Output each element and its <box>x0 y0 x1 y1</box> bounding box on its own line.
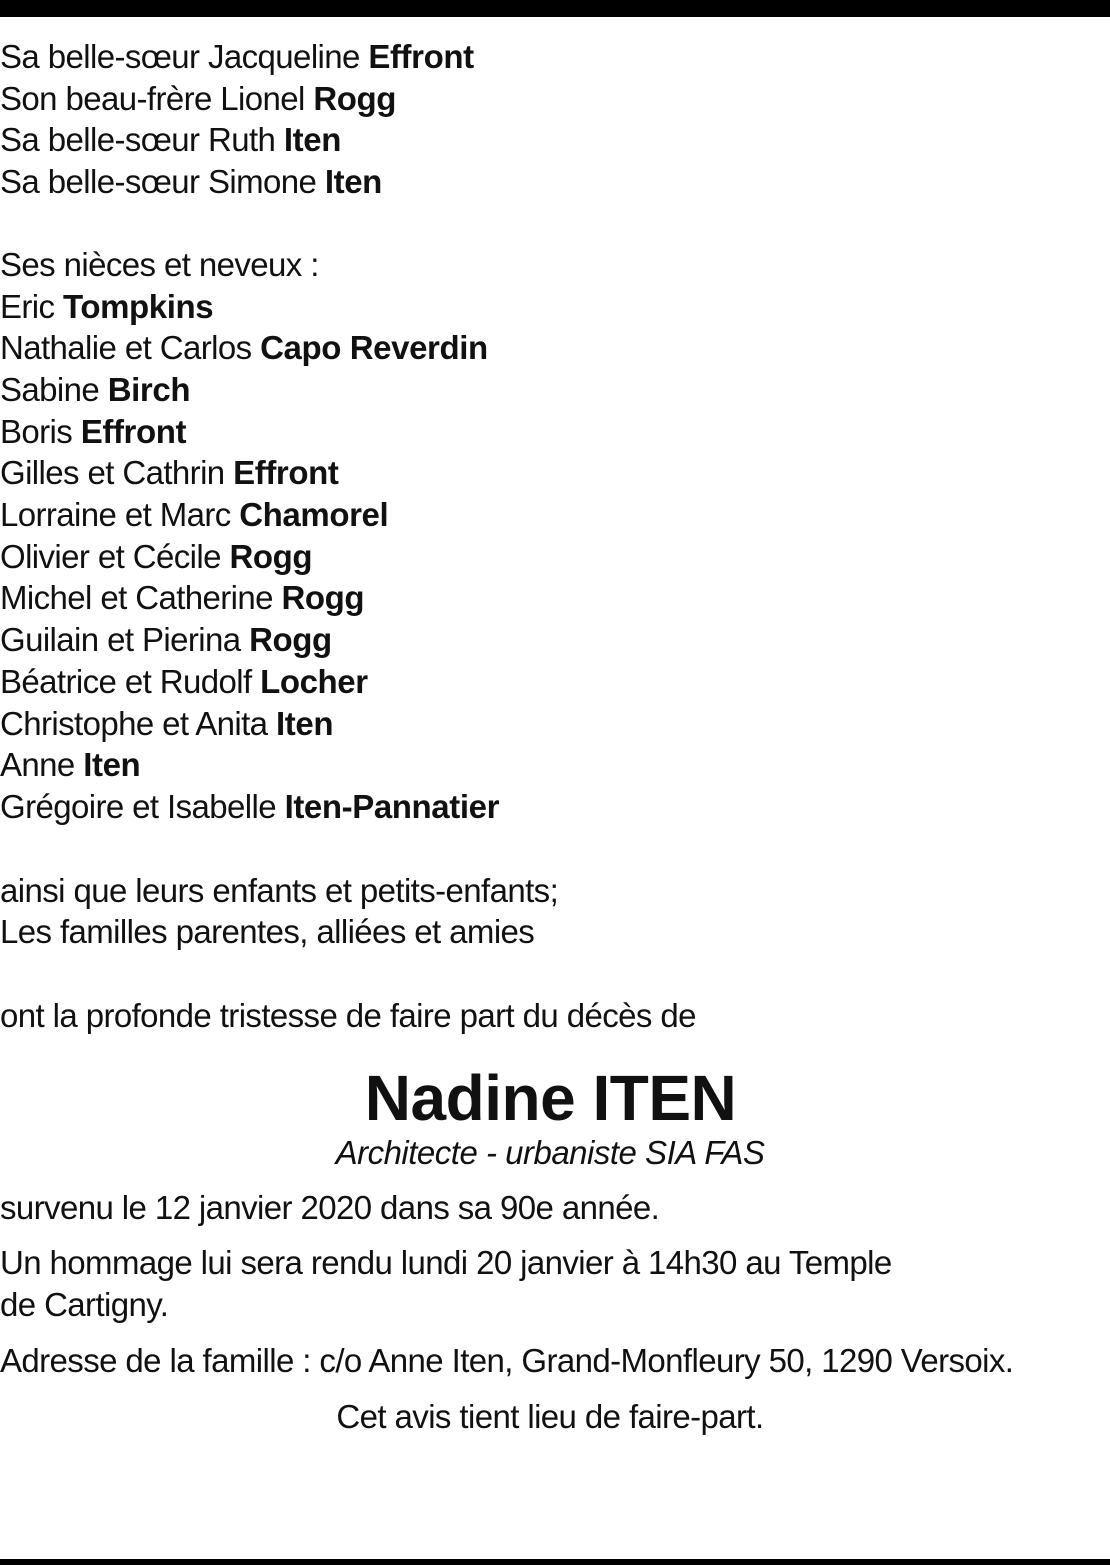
relative-line: Guilain et Pierina Rogg <box>0 621 332 659</box>
deceased-name: Nadine ITEN <box>364 1061 737 1134</box>
relative-line: Sabine Birch <box>0 370 191 408</box>
ceremony-line: de Cartigny. <box>0 1286 169 1324</box>
relative-line: Eric Tompkins <box>0 287 214 325</box>
relative-line: Christophe et Anita Iten <box>0 704 334 742</box>
ceremony-line: Un hommage lui sera rendu lundi 20 janvier à 14h30 au Temple <box>0 1244 892 1282</box>
nieces-nephews-heading: Ses nièces et neveux : <box>0 245 319 283</box>
deceased-profession: Architecte - urbaniste SIA FAS <box>335 1133 765 1171</box>
relative-line: Nathalie et Carlos Capo Reverdin <box>0 329 488 367</box>
relative-line: Sa belle-sœur Jacqueline Effront <box>0 38 474 75</box>
relative-line: Gilles et Cathrin Effront <box>0 454 339 492</box>
bottom-rule <box>0 1559 1110 1565</box>
relative-line: Son beau-frère Lionel Rogg <box>0 79 397 117</box>
closing-family-line: ainsi que leurs enfants et petits-enfants; <box>0 871 559 909</box>
relative-line: Anne Iten <box>0 746 141 784</box>
closing-family-line: Les familles parentes, alliées et amies <box>0 913 535 951</box>
footer-note: Cet avis tient lieu de faire-part. <box>336 1397 764 1435</box>
announcement-text: ont la profonde tristesse de faire part du décès de <box>0 997 696 1035</box>
nieces-nephews-list <box>0 286 1100 828</box>
relative-line: Béatrice et Rudolf Locher <box>0 662 368 700</box>
family-address: Adresse de la famille : c/o Anne Iten, Grand-Monfleury 50, 1290 Versoix. <box>0 1341 1014 1379</box>
relative-line: Boris Effront <box>0 412 187 450</box>
relative-line: Michel et Catherine Rogg <box>0 579 365 617</box>
relative-line: Olivier et Cécile Rogg <box>0 537 313 575</box>
relative-line: Lorraine et Marc Chamorel <box>0 496 389 534</box>
relative-line: Sa belle-sœur Ruth Iten <box>0 121 341 159</box>
relative-line: Sa belle-sœur Simone Iten <box>0 163 382 201</box>
relative-line: Grégoire et Isabelle Iten-Pannatier <box>0 787 500 825</box>
relatives-in-law-list <box>0 36 1100 203</box>
death-info: survenu le 12 janvier 2020 dans sa 90e année. <box>0 1188 660 1226</box>
top-rule <box>0 0 1110 17</box>
obituary-notice <box>0 36 1100 1437</box>
